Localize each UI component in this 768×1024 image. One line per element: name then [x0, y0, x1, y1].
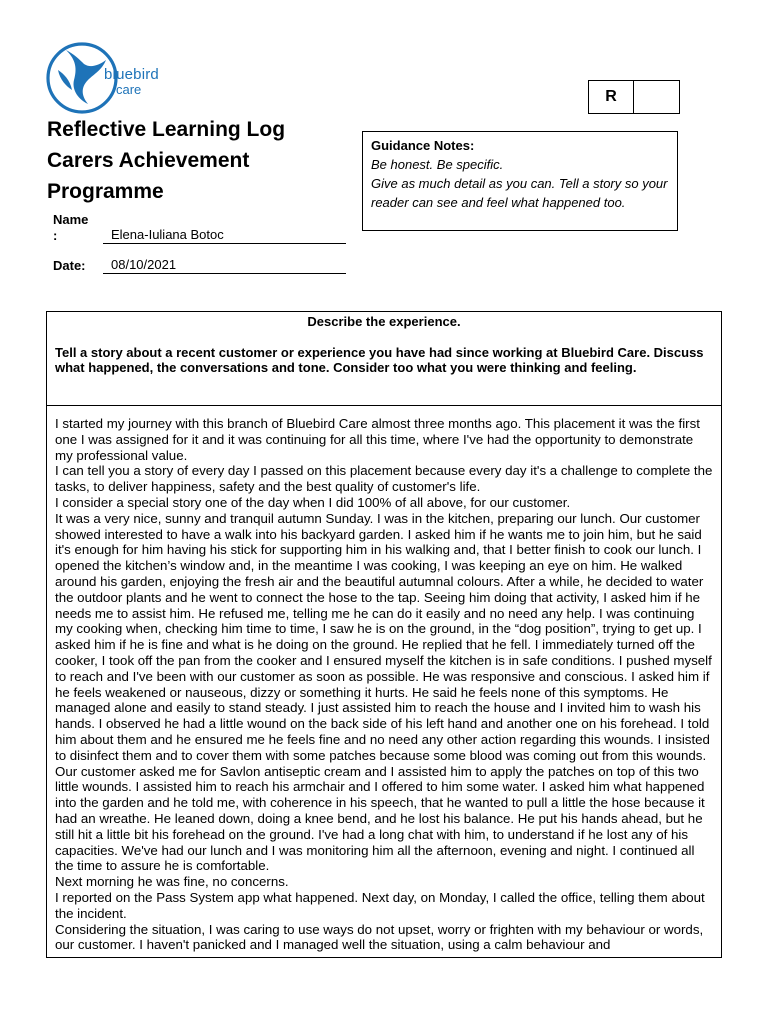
experience-heading: Describe the experience. — [307, 314, 461, 329]
response-paragraph: It was a very nice, sunny and tranquil autumn Sunday. I was in the kitchen, preparing our lunch. Our customer showed interested to have a walk into his backyard garden. I asked him if he wants me to join him, but he said it's enough for him having his stick for supporting him in his walking and, that I better finish to cook our lunch. I opened the kitchen’s window and, in the meantime I was cooking, I was keeping an eye on him. He walked around his garden, enjoying the fresh air and the beautiful autumnal colours. After a while, he decided to water the outdoor plants and he went to connect the hose to the tap. Seeing him doing that activity, I asked him if he needs me to assist him. He refused me, telling me he can do it easily and no need any help. I was continuing my cooking when, checking him time to time, I saw he is on the ground, in the “dog position”, trying to get up. I asked him if he is fine and what is he doing on the ground. He replied that he fell. I immediately turned off the cooker, I took off the pan from the cooker and I ensured myself the kitchen is in safe conditions. I pushed myself to reach and I've been with our customer as soon as possible. He was responsive and conscious. I asked him if he feels weakened or nauseous, dizzy or something it hurts. He said he feels none of this symptoms. He managed alone and easily to stand steady. I just assisted him to reach the house and I invited him to wash his hands. I observed he had a little wound on the back side of his left hand and another one on his forehead. I told him about them and he ensured me he feels fine and no need any other action regarding this wounds. I insisted to disinfect them and to cover them with some patches because some blood was coming out from this wounds. Our customer asked me for Savlon antiseptic cream and I assisted him to apply the patches on top of this two little wounds. I assisted him to reach his armchair and I offered to him some water. I asked him what happened into the garden and he told me, with coherence in his speech, that he wanted to pull a little the hose because it had an wreathe. He leaned down, doing a knee bend, and he lost his balance. He put his hands ahead, but he still hit a little bit his forehead on the ground. I've had a long chat with him, to understand if he lost any of his capacities. We've had our lunch and I was monitoring him all the afternoon, evening and night. I continued all the time to assure he is comfortable. — [55, 510, 712, 874]
response-paragraph: Next morning he was fine, no concerns. — [55, 874, 289, 890]
response-paragraph: Considering the situation, I was caring to use ways do not upset, worry or frighten with my behaviour or words, our customer. I haven't panicked and I managed well the situation, using a calm behaviour and — [55, 921, 704, 953]
experience-header — [47, 312, 721, 406]
bluebird-care-logo — [44, 40, 168, 118]
name-label: Name — [53, 212, 89, 227]
reference-label: R — [589, 81, 634, 113]
date-label: Date: — [53, 258, 86, 273]
guidance-line-2: Give as much detail as you can. Tell a story so your reader can see and feel what happened too. — [371, 176, 668, 210]
guidance-line-1: Be honest. Be specific. — [371, 157, 504, 172]
response-paragraph: I consider a special story one of the day when I did 100% of all above, for our customer. — [55, 494, 571, 510]
experience-prompt: Tell a story about a recent customer or experience you have had since working at Bluebird Care. Discuss what happened, the conversations and tone. Consider too what you were thinking and feeling. — [55, 345, 704, 375]
experience-response[interactable] — [47, 406, 721, 957]
response-paragraph: I started my journey with this branch of Bluebird Care almost three months ago. This placement it was the first one I was assigned for it and it was continuing for all this time, where I've had the opportunity to demonstrate my professional value. — [55, 416, 700, 463]
date-field[interactable]: 08/10/2021 — [103, 257, 346, 274]
document-title — [47, 114, 347, 207]
name-field[interactable]: Elena-Iuliana Botoc — [103, 227, 346, 244]
reference-value[interactable] — [634, 81, 679, 113]
guidance-heading: Guidance Notes: — [371, 138, 475, 153]
experience-section — [46, 311, 722, 958]
response-paragraph: I reported on the Pass System app what happened. Next day, on Monday, I called the office, telling them about the incident. — [55, 889, 705, 921]
title-line-1: Reflective Learning Log — [47, 118, 286, 141]
logo-text-bluebird: bluebird — [104, 66, 159, 83]
logo-text-care: care — [116, 82, 142, 97]
title-line-2: Carers Achievement — [47, 149, 250, 172]
title-line-3: Programme — [47, 180, 164, 203]
reference-box — [588, 80, 680, 114]
guidance-notes-box — [362, 131, 678, 231]
name-colon: : — [53, 228, 58, 243]
response-paragraph: I can tell you a story of every day I passed on this placement because every day it's a challenge to complete the tasks, to deliver happiness, safety and the best quality of customer's life. — [55, 463, 713, 495]
